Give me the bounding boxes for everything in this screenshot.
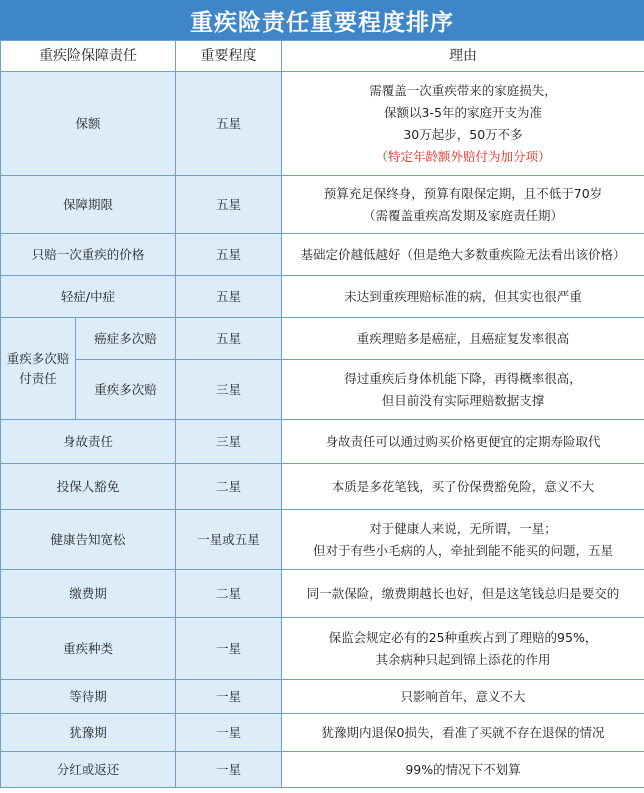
duty-cell: 缴费期 (1, 570, 176, 618)
reason-note: （特定年龄额外赔付为加分项） (375, 148, 551, 164)
table-row (1, 618, 644, 680)
sub-duty-cell: 癌症多次赔 (76, 318, 176, 360)
reason-cell (282, 276, 644, 318)
table-row (1, 234, 644, 276)
table-row (1, 464, 644, 510)
importance-cell: 五星 (176, 176, 282, 234)
reason-line: 99%的情况下不划算 (405, 761, 521, 777)
reason-cell (282, 464, 644, 510)
duty-cell: 等待期 (1, 680, 176, 714)
group-label: 重疾多次赔付责任 (6, 350, 70, 386)
group-cell (1, 318, 76, 420)
reason-cell (282, 318, 644, 360)
duty-importance-table (0, 40, 644, 788)
header-duty: 重疾险保障责任 (1, 41, 176, 72)
duty-cell: 保额 (1, 72, 176, 176)
table-row (1, 752, 644, 788)
reason-line: 身故责任可以通过购买价格更便宜的定期寿险取代 (325, 433, 601, 449)
reason-line: 基础定价越低越好（但是绝大多数重疾险无法看出该价格） (300, 246, 626, 262)
reason-line: 预算充足保终身，预算有限保定期，且不低于70岁 (323, 185, 603, 201)
reason-line: 30万起步，50万不多 (403, 126, 523, 142)
importance-cell: 三星 (176, 360, 282, 420)
sub-duty-cell: 重疾多次赔 (76, 360, 176, 420)
table-header-row (1, 41, 644, 72)
reason-cell (282, 510, 644, 570)
reason-line: 同一款保险，缴费期越长也好，但是这笔钱总归是要交的 (306, 585, 620, 601)
reason-line: 保监会规定必有的25种重疾占到了理赔的95%， (328, 629, 598, 645)
duty-cell: 投保人豁免 (1, 464, 176, 510)
reason-line: 保额以3-5年的家庭开支为准 (384, 104, 542, 120)
reason-line: 其余病种只起到锦上添花的作用 (375, 651, 551, 667)
importance-cell: 一星 (176, 714, 282, 752)
reason-line: 重疾理赔多是癌症，且癌症复发率很高 (356, 330, 570, 346)
table-row (1, 360, 644, 420)
duty-cell: 犹豫期 (1, 714, 176, 752)
reason-line: （需覆盖重疾高发期及家庭责任期） (362, 207, 563, 223)
reason-cell (282, 420, 644, 464)
reason-cell (282, 570, 644, 618)
table-row (1, 318, 644, 360)
reason-cell (282, 752, 644, 788)
duty-cell: 健康告知宽松 (1, 510, 176, 570)
importance-cell: 五星 (176, 318, 282, 360)
reason-cell (282, 234, 644, 276)
table-row (1, 420, 644, 464)
table-row (1, 714, 644, 752)
table-row (1, 276, 644, 318)
importance-cell: 一星 (176, 680, 282, 714)
reason-cell (282, 176, 644, 234)
importance-cell: 五星 (176, 234, 282, 276)
table-row (1, 176, 644, 234)
reason-cell (282, 714, 644, 752)
importance-cell: 一星 (176, 752, 282, 788)
importance-cell: 二星 (176, 570, 282, 618)
duty-cell: 身故责任 (1, 420, 176, 464)
reason-cell (282, 72, 644, 176)
reason-cell (282, 680, 644, 714)
duty-cell: 轻症/中症 (1, 276, 176, 318)
header-importance: 重要程度 (176, 41, 282, 72)
table-row (1, 570, 644, 618)
table-row (1, 680, 644, 714)
duty-cell: 保障期限 (1, 176, 176, 234)
duty-cell: 重疾种类 (1, 618, 176, 680)
reason-line: 犹豫期内退保0损失，看准了买就不存在退保的情况 (321, 724, 605, 740)
importance-cell: 五星 (176, 72, 282, 176)
reason-line: 需覆盖一次重疾带来的家庭损失， (369, 82, 557, 98)
importance-cell: 三星 (176, 420, 282, 464)
page-title: 重疾险责任重要程度排序 (0, 0, 644, 40)
reason-line: 但对于有些小毛病的人，牵扯到能不能买的问题，五星 (312, 542, 613, 558)
reason-line: 只影响首年，意义不大 (400, 688, 526, 704)
reason-line: 未达到重疾理赔标准的病，但其实也很严重 (344, 288, 582, 304)
importance-cell: 一星 (176, 618, 282, 680)
duty-cell: 分红或返还 (1, 752, 176, 788)
duty-cell: 只赔一次重疾的价格 (1, 234, 176, 276)
reason-cell (282, 360, 644, 420)
reason-cell (282, 618, 644, 680)
importance-cell: 一星或五星 (176, 510, 282, 570)
table-row (1, 510, 644, 570)
reason-line: 对于健康人来说，无所谓，一星； (369, 520, 557, 536)
importance-cell: 二星 (176, 464, 282, 510)
importance-cell: 五星 (176, 276, 282, 318)
table-row (1, 72, 644, 176)
reason-line: 得过重疾后身体机能下降，再得概率很高， (344, 370, 582, 386)
reason-line: 本质是多花笔钱，买了份保费豁免险，意义不大 (331, 478, 595, 494)
header-reason: 理由 (282, 41, 644, 72)
reason-line: 但目前没有实际理赔数据支撑 (381, 392, 545, 408)
